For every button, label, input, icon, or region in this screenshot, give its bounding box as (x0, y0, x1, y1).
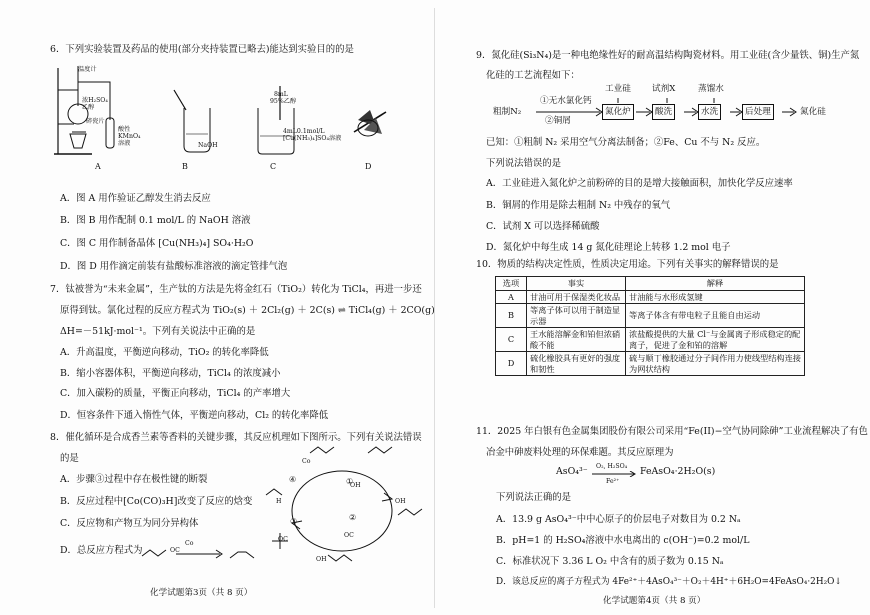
q10-cell-explanation: 硫与顺丁橡胶通过分子间作用力使线型结构连接为网状结构 (626, 352, 805, 376)
q9-known: 已知：①粗制 N₂ 采用空气分离法制备；②Fe、Cu 不与 N₂ 反应。 (486, 137, 766, 148)
q6-c-salt-label: [Cu(NH₃)₄]SO₄溶液 (283, 135, 342, 142)
q6-figure-d (350, 106, 390, 144)
q6-a-shard-label: 碎瓷片 (86, 118, 105, 125)
q9-line-2: 化硅的工艺流程如下： (486, 70, 580, 81)
q6-stem: 6．下列实验装置及药品的使用(部分夹持装置已略去)能达到实验目的的是 (50, 44, 354, 55)
q8-step-4: ④ (289, 475, 297, 484)
q6-option-a: A．图 A 用作验证乙醇发生消去反应 (60, 193, 211, 204)
q9-flow-input: 粗制N₂ (493, 107, 522, 117)
q6-caption-b: B (182, 162, 188, 171)
q11-option-b: B．pH=1 的 H₂SO₄溶液中水电离出的 c(OH⁻)=0.2 mol/L (496, 535, 750, 546)
q11-eq-bottom: Fe²⁺ (606, 478, 620, 485)
q10-cell-option: D (496, 352, 527, 376)
q11-option-c: C．标准状况下 3.36 L O₂ 中含有的质子数为 0.15 Nₐ (496, 556, 724, 567)
q9-question: 下列说法错误的是 (486, 158, 562, 169)
q8-cycle-oh-bottom: OH (316, 556, 327, 563)
q8-cycle-oc-left: OC (278, 536, 288, 543)
q10-cell-fact: 等离子体可以用于制造显示器 (527, 304, 626, 328)
q10-cell-fact: 王水能溶解金和铂但浓硝酸不能 (527, 328, 626, 352)
q9-option-d: D．氮化炉中每生成 14 g 氮化硅理论上转移 1.2 mol 电子 (486, 242, 731, 253)
q6-option-b: B．图 B 用作配制 0.1 mol/L 的 NaOH 溶液 (60, 215, 251, 226)
q7-option-c: C．加入碳粉的质量，平衡正向移动，TiCl₄ 的产率增大 (60, 388, 291, 399)
q8-option-b: B．反应过程中[Co(CO)₃H]改变了反应的焓变 (60, 496, 253, 507)
q8-option-a: A．步骤③过程中存在极性键的断裂 (60, 474, 208, 485)
q8-cycle-h: H (276, 498, 282, 505)
q10-cell-option: A (496, 290, 527, 304)
q10-row-c (496, 328, 805, 352)
q8-cycle-oh-right: OH (350, 482, 361, 489)
q10-stem: 10．物质的结构决定性质，性质决定用途。下列有关事实的解释错误的是 (476, 259, 779, 270)
q6-a-thermometer-label: 温度计 (78, 66, 97, 73)
q10-header-fact: 事实 (527, 277, 626, 291)
q8-option-c: C．反应物和产物互为同分异构体 (60, 518, 199, 529)
q11-eq-left: AsO₄³⁻ (556, 466, 588, 477)
q6-option-d: D．图 D 用作滴定前装有盐酸标准溶液的滴定管排气泡 (60, 261, 288, 272)
q6-c-concentration-label: 4mL0.1mol/L (283, 128, 325, 135)
q9-option-c: C．试剂 X 可以选择稀硫酸 (486, 221, 600, 232)
q9-flow-box-furnace: 氮化炉 (602, 104, 634, 120)
q11-option-a: A．13.9 g AsO₄³⁻中中心原子的价层电子对数目为 0.2 Nₐ (496, 514, 741, 525)
page-footer-right: 化学试题第4页（共 8 页） (603, 596, 706, 606)
q9-flow-box-water-wash: 水洗 (698, 104, 721, 120)
q8-cycle-co-top: Co (302, 458, 311, 465)
q10-header-row (496, 277, 805, 291)
q10-cell-option: B (496, 304, 527, 328)
q8-line-2: 的是 (60, 453, 79, 464)
q9-flow-box-post: 后处理 (742, 104, 774, 120)
q6-a-acidic-label: 酸性 (118, 126, 131, 133)
q10-cell-explanation: 等离子体含有带电粒子且能自由运动 (626, 304, 805, 328)
q6-a-solution-label: 溶液 (118, 140, 131, 147)
q9-flow-output: 氮化硅 (800, 107, 826, 117)
q7-option-d: D．恒容条件下通入惰性气体，平衡逆向移动，Cl₂ 的转化率降低 (60, 410, 329, 421)
q11-question: 下列说法正确的是 (496, 492, 572, 503)
q10-table (495, 276, 805, 376)
q10-row-b (496, 304, 805, 328)
q10-cell-fact: 硫化橡胶具有更好的强度和韧性 (527, 352, 626, 376)
q10-row-d (496, 352, 805, 376)
q11-eq-arrow (592, 471, 636, 477)
q6-caption-d: D (365, 162, 372, 171)
q10-cell-option: C (496, 328, 527, 352)
q8-option-d: D．总反应方程式为 (60, 545, 143, 556)
page-footer-left: 化学试题第3页（共 8 页） (150, 588, 253, 598)
q7-option-b: B．缩小容器体积，平衡逆向移动，TiCl₄ 的浓度减小 (60, 368, 281, 379)
q10-header-option: 选项 (496, 277, 527, 291)
q8-catalytic-cycle (258, 445, 426, 575)
q11-eq-right: FeAsO₄·2H₂O(s) (640, 466, 716, 477)
q9-flow-box-acid-wash: 酸洗 (652, 104, 675, 120)
q9-flow-top-reagent-x: 试剂X (652, 84, 676, 94)
q9-option-b: B．铜屑的作用是除去粗制 N₂ 中残存的氧气 (486, 200, 671, 211)
q8-line-1: 8．催化循环是合成香兰素等香料的关键步骤，其反应机理如下图所示。下列有关说法错误 (50, 432, 422, 443)
q8-step-3: ③ (290, 517, 298, 526)
q9-option-a: A．工业硅进入氮化炉之前粉碎的目的是增大接触面积，加快化学反应速率 (486, 178, 793, 189)
q6-option-c: C．图 C 用作制备晶体 [Cu(NH₃)₄] SO₄·H₂O (60, 238, 254, 249)
q6-c-volume-label: 8mL (274, 91, 288, 98)
q6-c-ethanol-label: 95%乙醇 (270, 98, 297, 105)
q8-eq-co: Co (185, 540, 194, 547)
q8-cycle-oc-right: OC (344, 532, 354, 539)
q10-header-explanation: 解释 (626, 277, 805, 291)
q10-cell-fact: 甘油可用于保湿类化妆品 (527, 290, 626, 304)
q11-eq-top: O₂, H₂SO₄ (596, 463, 628, 470)
q11-line-1: 11．2025 年白银有色金属集团股份有限公司采用“Fe(II)−空气协同除砷”工业流程解决了有色 (476, 426, 868, 437)
q10-cell-explanation: 浓盐酸提供的大量 Cl⁻与金属离子形成稳定的配离子，促进了金和铂的溶解 (626, 328, 805, 352)
q11-line-2: 冶金中砷废料处理的环保难题。其反应原理为 (486, 447, 674, 458)
q6-a-ethanol-label: 乙醇 (82, 104, 95, 111)
q9-flow-top-silicon: 工业硅 (605, 84, 631, 94)
q8-cycle-oh-far: OH (395, 498, 406, 505)
q8-total-equation (138, 538, 258, 570)
q6-caption-c: C (270, 162, 277, 171)
q10-row-a (496, 290, 805, 304)
q9-line-1: 9．氮化硅(Si₃N₄)是一种电绝缘性好的耐高温结构陶瓷材料。用工业硅(含少量铁、铜)生产氮 (476, 50, 860, 61)
q6-a-kmno4-label: KMnO₄ (118, 133, 141, 140)
q9-flow-step-2: ②铜屑 (545, 116, 571, 126)
q7-line-3: ΔH=－51kJ·mol⁻¹。下列有关说法中正确的是 (60, 326, 256, 337)
q10-cell-explanation: 甘油能与水形成氢键 (626, 290, 805, 304)
q9-flow-step-1: ①无水氯化钙 (540, 96, 592, 106)
q7-line-2: 原得到钛。氯化过程的反应方程式为 TiO₂(s) ＋ 2Cl₂(g) ＋ 2C(s) ⇌ TiCl₄(g) ＋ 2CO(g) (60, 305, 435, 316)
q11-option-d: D．该总反应的离子方程式为 4Fe²⁺＋4AsO₄³⁻＋O₂＋4H⁺＋6H₂O=4FeAsO₄·2H₂O↓ (496, 577, 842, 587)
q6-caption-a: A (95, 162, 101, 171)
q6-a-acid-label: 浓H₂SO₄ (82, 97, 108, 104)
q7-option-a: A．升高温度，平衡逆向移动，TiO₂ 的转化率降低 (60, 347, 269, 358)
q8-eq-oc: OC (170, 547, 180, 554)
q8-step-2: ② (349, 513, 357, 522)
q8-step-1: ① (346, 477, 354, 486)
q7-line-1: 7．钛被誉为“未来金属”，生产钛的方法是先将金红石（TiO₂）转化为 TiCl₄，再进一步还 (50, 284, 422, 295)
q9-flow-top-water: 蒸馏水 (698, 84, 724, 94)
q6-b-naoh-label: NaOH (198, 142, 218, 149)
